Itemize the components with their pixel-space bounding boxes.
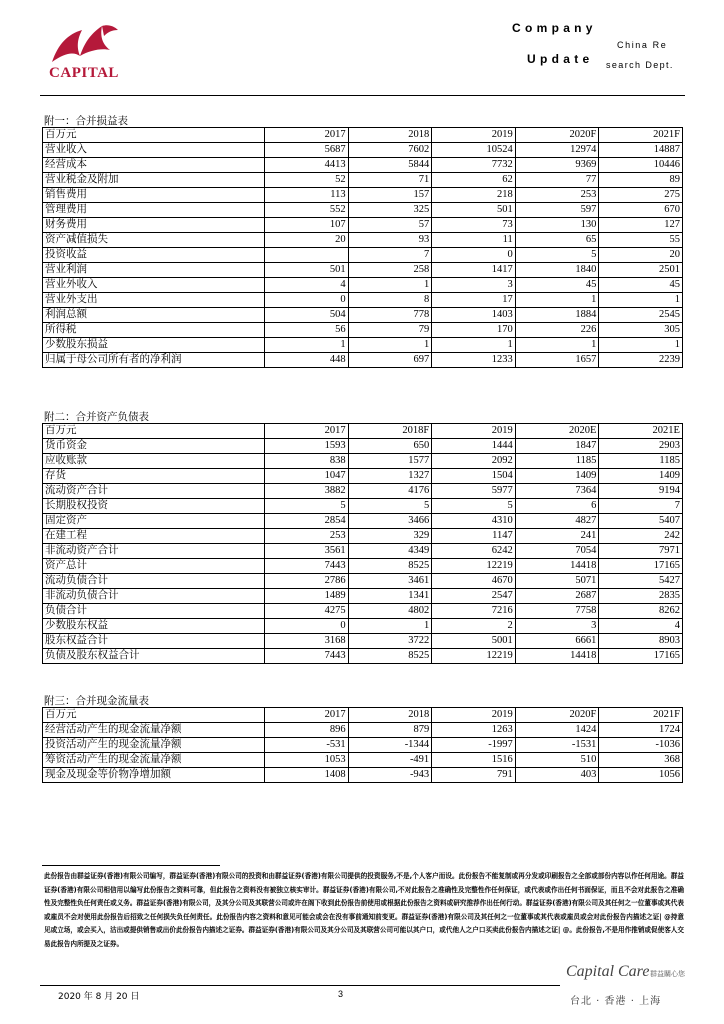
table-row — [43, 589, 683, 604]
cell-value: 1724 — [599, 723, 683, 738]
row-label: 营业税金及附加 — [43, 173, 265, 188]
footnote-divider — [42, 865, 220, 866]
cell-value: 448 — [265, 353, 349, 368]
cell-value: 1444 — [432, 439, 516, 454]
cell-value: 253 — [265, 529, 349, 544]
row-label: 利润总额 — [43, 308, 265, 323]
cell-value: 20 — [599, 248, 683, 263]
table-row — [43, 278, 683, 293]
cell-value: 1516 — [432, 753, 516, 768]
cell-value: 62 — [432, 173, 516, 188]
cell-value: 2835 — [599, 589, 683, 604]
cell-value: 1147 — [432, 529, 516, 544]
table-row — [43, 499, 683, 514]
cell-value: 670 — [599, 203, 683, 218]
cell-value: 52 — [265, 173, 349, 188]
cell-value: 1489 — [265, 589, 349, 604]
cell-value: 4802 — [348, 604, 432, 619]
table-row — [43, 574, 683, 589]
row-label: 营业收入 — [43, 143, 265, 158]
cell-value: 241 — [515, 529, 599, 544]
cell-value: 5 — [432, 499, 516, 514]
row-label: 非流动负债合计 — [43, 589, 265, 604]
cell-value: 4275 — [265, 604, 349, 619]
row-label: 流动负债合计 — [43, 574, 265, 589]
capital-logo — [34, 22, 134, 82]
income-statement-table — [42, 127, 683, 368]
cell-value: 5687 — [265, 143, 349, 158]
brand-chinese: 群益關心您 — [650, 970, 685, 978]
cell-value: 5977 — [432, 484, 516, 499]
cell-value: 1 — [348, 278, 432, 293]
table-header-row — [43, 708, 683, 723]
cell-value: 597 — [515, 203, 599, 218]
cell-value: 1 — [265, 338, 349, 353]
cell-value: 1233 — [432, 353, 516, 368]
cell-value: 2017 — [265, 424, 349, 439]
row-label: 百万元 — [43, 708, 265, 723]
table-row — [43, 338, 683, 353]
cell-value: 501 — [432, 203, 516, 218]
cell-value: 157 — [348, 188, 432, 203]
cell-value: 170 — [432, 323, 516, 338]
table-row — [43, 308, 683, 323]
cell-value: 71 — [348, 173, 432, 188]
cell-value: 1577 — [348, 454, 432, 469]
table-row — [43, 619, 683, 634]
cell-value: 45 — [515, 278, 599, 293]
cell-value: 12219 — [432, 649, 516, 664]
cell-value: 368 — [599, 753, 683, 768]
table-row — [43, 203, 683, 218]
cell-value: 3461 — [348, 574, 432, 589]
cell-value: 57 — [348, 218, 432, 233]
cell-value: 3 — [432, 278, 516, 293]
cell-value: -1531 — [515, 738, 599, 753]
table-header-row — [43, 128, 683, 143]
cell-value: 2786 — [265, 574, 349, 589]
cell-value: 258 — [348, 263, 432, 278]
cell-value: 403 — [515, 768, 599, 783]
cell-value: -1036 — [599, 738, 683, 753]
cell-value: 2903 — [599, 439, 683, 454]
cell-value: 4349 — [348, 544, 432, 559]
cell-value: 1409 — [599, 469, 683, 484]
cell-value: 5427 — [599, 574, 683, 589]
capital-care-brand — [566, 963, 696, 991]
row-label: 存货 — [43, 469, 265, 484]
cell-value: 56 — [265, 323, 349, 338]
cell-value: 45 — [599, 278, 683, 293]
cell-value: 325 — [348, 203, 432, 218]
table-row — [43, 439, 683, 454]
cell-value: 17165 — [599, 649, 683, 664]
cell-value: 9369 — [515, 158, 599, 173]
table-header-row — [43, 424, 683, 439]
row-label: 经营活动产生的现金流量净额 — [43, 723, 265, 738]
cell-value: 10524 — [432, 143, 516, 158]
table-row — [43, 753, 683, 768]
cell-value: 2019 — [432, 424, 516, 439]
row-label: 百万元 — [43, 128, 265, 143]
cell-value: 838 — [265, 454, 349, 469]
table-row — [43, 454, 683, 469]
row-label: 长期股权投资 — [43, 499, 265, 514]
row-label: 归属于母公司所有者的净利润 — [43, 353, 265, 368]
cashflow-statement-title: 附三：合并现金流量表 — [44, 696, 149, 707]
row-label: 百万元 — [43, 424, 265, 439]
cell-value: 2545 — [599, 308, 683, 323]
cell-value: 1847 — [515, 439, 599, 454]
header-dept: search Dept. — [606, 60, 674, 70]
cell-value: -491 — [348, 753, 432, 768]
cell-value: 3 — [515, 619, 599, 634]
cell-value: 7443 — [265, 649, 349, 664]
cell-value: 329 — [348, 529, 432, 544]
table-row — [43, 263, 683, 278]
phoenix-logo-icon — [44, 22, 124, 64]
cell-value: 1341 — [348, 589, 432, 604]
cell-value: 14887 — [599, 143, 683, 158]
cell-value: 0 — [265, 619, 349, 634]
cell-value: 2021E — [599, 424, 683, 439]
table-row — [43, 484, 683, 499]
cell-value: 2019 — [432, 708, 516, 723]
table-row — [43, 469, 683, 484]
cell-value: -1344 — [348, 738, 432, 753]
cell-value: 4413 — [265, 158, 349, 173]
row-label: 应收账款 — [43, 454, 265, 469]
row-label: 投资收益 — [43, 248, 265, 263]
cell-value: 2017 — [265, 128, 349, 143]
cell-value: 1 — [599, 293, 683, 308]
cell-value: 2547 — [432, 589, 516, 604]
table-row — [43, 323, 683, 338]
cell-value: 2021F — [599, 128, 683, 143]
row-label: 投资活动产生的现金流量净额 — [43, 738, 265, 753]
cell-value: 6 — [515, 499, 599, 514]
cell-value: 879 — [348, 723, 432, 738]
cell-value: 1 — [599, 338, 683, 353]
cell-value: 5 — [265, 499, 349, 514]
cell-value: 3168 — [265, 634, 349, 649]
cell-value: 1504 — [432, 469, 516, 484]
cell-value: 2687 — [515, 589, 599, 604]
cell-value: 2020F — [515, 128, 599, 143]
table-row — [43, 173, 683, 188]
cell-value: 2017 — [265, 708, 349, 723]
cell-value: 697 — [348, 353, 432, 368]
cell-value: 4 — [599, 619, 683, 634]
cell-value: 2501 — [599, 263, 683, 278]
page-number: 3 — [338, 989, 344, 999]
table-row — [43, 634, 683, 649]
row-label: 销售费用 — [43, 188, 265, 203]
cell-value: 1657 — [515, 353, 599, 368]
row-label: 非流动资产合计 — [43, 544, 265, 559]
cell-value: 7758 — [515, 604, 599, 619]
row-label: 负债合计 — [43, 604, 265, 619]
cell-value: 14418 — [515, 649, 599, 664]
cell-value: 1053 — [265, 753, 349, 768]
cell-value: 253 — [515, 188, 599, 203]
cell-value: 896 — [265, 723, 349, 738]
cell-value: 3882 — [265, 484, 349, 499]
cell-value: 0 — [265, 293, 349, 308]
cell-value: 1327 — [348, 469, 432, 484]
row-label: 营业利润 — [43, 263, 265, 278]
cell-value: 127 — [599, 218, 683, 233]
cell-value: 4827 — [515, 514, 599, 529]
header-china-research: China Re — [617, 40, 668, 50]
row-label: 资产总计 — [43, 559, 265, 574]
cell-value: 12974 — [515, 143, 599, 158]
cell-value: 1047 — [265, 469, 349, 484]
cell-value: 2 — [432, 619, 516, 634]
table-row — [43, 649, 683, 664]
cell-value: 552 — [265, 203, 349, 218]
table-row — [43, 143, 683, 158]
row-label: 筹资活动产生的现金流量净额 — [43, 753, 265, 768]
cell-value: 1 — [515, 338, 599, 353]
brand-script: Capital Care — [566, 963, 650, 980]
cell-value: 4310 — [432, 514, 516, 529]
cell-value: 7602 — [348, 143, 432, 158]
cell-value: 4670 — [432, 574, 516, 589]
cell-value: 65 — [515, 233, 599, 248]
table-row — [43, 559, 683, 574]
table-row — [43, 158, 683, 173]
cell-value: 6661 — [515, 634, 599, 649]
cell-value: 305 — [599, 323, 683, 338]
income-statement-title: 附一：合并损益表 — [44, 116, 128, 127]
header-update: Update — [527, 52, 594, 66]
cell-value: 11 — [432, 233, 516, 248]
cell-value: 791 — [432, 768, 516, 783]
cell-value: 7971 — [599, 544, 683, 559]
cell-value: 0 — [432, 248, 516, 263]
table-row — [43, 514, 683, 529]
cell-value: 2020E — [515, 424, 599, 439]
header-divider — [40, 95, 685, 96]
row-label: 营业外支出 — [43, 293, 265, 308]
footer-divider — [40, 985, 560, 986]
cell-value: 8525 — [348, 559, 432, 574]
cell-value: 4 — [265, 278, 349, 293]
cell-value: -943 — [348, 768, 432, 783]
table-row — [43, 188, 683, 203]
cell-value: 504 — [265, 308, 349, 323]
cell-value: 17 — [432, 293, 516, 308]
cell-value: 55 — [599, 233, 683, 248]
cell-value: 3466 — [348, 514, 432, 529]
row-label: 经营成本 — [43, 158, 265, 173]
row-label: 少数股东权益 — [43, 619, 265, 634]
cell-value: 510 — [515, 753, 599, 768]
row-label: 固定资产 — [43, 514, 265, 529]
table-row — [43, 248, 683, 263]
cell-value: 7443 — [265, 559, 349, 574]
balance-sheet-table — [42, 423, 683, 664]
cell-value: 242 — [599, 529, 683, 544]
table-row — [43, 738, 683, 753]
cell-value: 6242 — [432, 544, 516, 559]
cell-value: 2019 — [432, 128, 516, 143]
cell-value: 7 — [599, 499, 683, 514]
cell-value: 501 — [265, 263, 349, 278]
cell-value: 1185 — [599, 454, 683, 469]
cell-value: 4176 — [348, 484, 432, 499]
logo-text: CAPITAL — [49, 65, 119, 81]
cell-value: 113 — [265, 188, 349, 203]
cell-value: 1417 — [432, 263, 516, 278]
cell-value: 2854 — [265, 514, 349, 529]
table-row — [43, 604, 683, 619]
row-label: 资产减值损失 — [43, 233, 265, 248]
cell-value: 7364 — [515, 484, 599, 499]
cell-value: -531 — [265, 738, 349, 753]
cell-value: 93 — [348, 233, 432, 248]
cell-value: 2018 — [348, 708, 432, 723]
row-label: 所得税 — [43, 323, 265, 338]
cell-value: 7732 — [432, 158, 516, 173]
cell-value: 77 — [515, 173, 599, 188]
cell-value: 7216 — [432, 604, 516, 619]
cell-value: 5071 — [515, 574, 599, 589]
cell-value: -1997 — [432, 738, 516, 753]
cell-value: 1884 — [515, 308, 599, 323]
table-row — [43, 544, 683, 559]
office-cities: 台北 · 香港 · 上海 — [570, 996, 662, 1007]
cell-value: 1 — [432, 338, 516, 353]
cell-value: 2092 — [432, 454, 516, 469]
cashflow-statement-table — [42, 707, 683, 783]
table-row — [43, 218, 683, 233]
cell-value — [265, 248, 349, 263]
row-label: 股东权益合计 — [43, 634, 265, 649]
row-label: 在建工程 — [43, 529, 265, 544]
cell-value: 7054 — [515, 544, 599, 559]
cell-value: 218 — [432, 188, 516, 203]
cell-value: 3722 — [348, 634, 432, 649]
cell-value: 1 — [348, 338, 432, 353]
cell-value: 3561 — [265, 544, 349, 559]
cell-value: 12219 — [432, 559, 516, 574]
cell-value: 8525 — [348, 649, 432, 664]
cell-value: 226 — [515, 323, 599, 338]
cell-value: 650 — [348, 439, 432, 454]
cell-value: 275 — [599, 188, 683, 203]
cell-value: 5001 — [432, 634, 516, 649]
row-label: 财务费用 — [43, 218, 265, 233]
cell-value: 1 — [515, 293, 599, 308]
table-row — [43, 353, 683, 368]
cell-value: 14418 — [515, 559, 599, 574]
table-row — [43, 529, 683, 544]
row-label: 负债及股东权益合计 — [43, 649, 265, 664]
header-company: Company — [512, 21, 597, 35]
cell-value: 2020F — [515, 708, 599, 723]
cell-value: 1056 — [599, 768, 683, 783]
row-label: 少数股东损益 — [43, 338, 265, 353]
cell-value: 89 — [599, 173, 683, 188]
cell-value: 7 — [348, 248, 432, 263]
cell-value: 8262 — [599, 604, 683, 619]
table-row — [43, 293, 683, 308]
cell-value: 8 — [348, 293, 432, 308]
table-row — [43, 723, 683, 738]
cell-value: 778 — [348, 308, 432, 323]
cell-value: 1840 — [515, 263, 599, 278]
cell-value: 130 — [515, 218, 599, 233]
report-date: 2020 年 8 月 20 日 — [58, 992, 140, 1002]
row-label: 现金及现金等价物净增加额 — [43, 768, 265, 783]
cell-value: 5844 — [348, 158, 432, 173]
cell-value: 2239 — [599, 353, 683, 368]
cell-value: 5 — [515, 248, 599, 263]
cell-value: 79 — [348, 323, 432, 338]
cell-value: 1403 — [432, 308, 516, 323]
cell-value: 8903 — [599, 634, 683, 649]
cell-value: 10446 — [599, 158, 683, 173]
cell-value: 107 — [265, 218, 349, 233]
cell-value: 2018 — [348, 128, 432, 143]
cell-value: 2021F — [599, 708, 683, 723]
cell-value: 1424 — [515, 723, 599, 738]
cell-value: 1408 — [265, 768, 349, 783]
cell-value: 1185 — [515, 454, 599, 469]
disclaimer-text: 此份报告由群益证券(香港)有限公司编写，群益证券(香港)有限公司的投资和由群益证券(香港)有限公司提供的投资服务,不是,个人客户而设。此份报告不能复制或再分发或印刷报告之全部或部份内容以作任何用途。群益证券(香港)有限公司相信用以编写此份报告之资料可靠，但此报告之资料没有被独立核实审计。群益证券(香港)有限公司,不对此报告之准确性及完整性作任何保证，或代表或作出任何书面保证，而且不会对此报告之准确性及完整性负任何责任或义务。群益证券(香港)有限公司，及其分公司及其联营公司或许在阁下收到此份报告前使用或根据此份报告之资料或研究推荐作出任何行动。群益证券(香港)有限公司及其任何之一位董事或其代表或雇员不会对使用此份报告后招致之任何损失负任何责任。此份报告内容之资料和意见可能会或会在没有事前通知前变更。群益证券(香港)有限公司及其任何之一位董事或其代表或雇员或会对此份报告内描述之证| @持意见或立场，或会买入，沽出或提供销售或出价此份报告内描述之证券。群益证券(香港)有限公司及其分公司及其联营公司可能以其户口，或代他人之户口买卖此份报告内描述之证| @。此份报告,不是用作推销或促使客人交易此报告内所提及之证券。 — [44, 872, 684, 948]
row-label: 流动资产合计 — [43, 484, 265, 499]
cell-value: 1263 — [432, 723, 516, 738]
row-label: 管理费用 — [43, 203, 265, 218]
cell-value: 5 — [348, 499, 432, 514]
cell-value: 1593 — [265, 439, 349, 454]
cell-value: 1 — [348, 619, 432, 634]
balance-sheet-title: 附二：合并资产负债表 — [44, 412, 149, 423]
table-row — [43, 233, 683, 248]
table-row — [43, 768, 683, 783]
cell-value: 1409 — [515, 469, 599, 484]
row-label: 营业外收入 — [43, 278, 265, 293]
cell-value: 9194 — [599, 484, 683, 499]
cell-value: 17165 — [599, 559, 683, 574]
cell-value: 2018F — [348, 424, 432, 439]
cell-value: 5407 — [599, 514, 683, 529]
cell-value: 20 — [265, 233, 349, 248]
row-label: 货币资金 — [43, 439, 265, 454]
cell-value: 73 — [432, 218, 516, 233]
